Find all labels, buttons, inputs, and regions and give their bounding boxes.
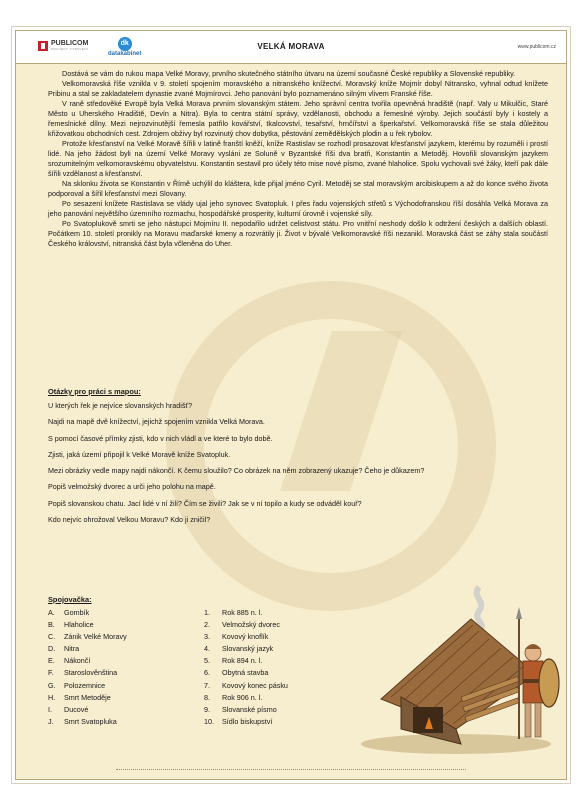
slavic-hut-illustration	[361, 579, 566, 757]
matching-row	[48, 619, 352, 631]
left-term: Zánik Velké Moravy	[64, 632, 127, 642]
question-item: Kdo nejvíc ohrožoval Velkou Moravu? Kdo ji zničil?	[48, 515, 211, 525]
question-item: Popiš slovanskou chatu. Jací lidé v ní žili? Čím se živili? Jak se v ní topilo a kudy se odváděl kouř?	[48, 498, 362, 508]
right-term: Slovanský jazyk	[222, 644, 274, 654]
matching-row	[48, 704, 352, 716]
question-item: Mezi obrázky vedle mapy najdi nákončí. K čemu sloužilo? Co obrázek na něm zobrazený ukazuje? Čeho je důkazem?	[48, 466, 425, 476]
question-item: U kterých řek je nejvíce slovanských hradišť?	[48, 401, 193, 410]
matching-row	[48, 680, 352, 692]
worksheet-page	[15, 30, 567, 780]
right-key: 7.	[204, 680, 210, 690]
left-term: Nitra	[64, 644, 80, 654]
page-title: VELKÁ MORAVA	[257, 42, 325, 51]
left-key: I.	[48, 704, 52, 714]
paragraph: Protože křesťanství na Velké Moravě šířili v latině franští kněží, kníže Rastislav se rozhodl prosazovat křesťanství jazykem, kterému by rozuměli i prostí lidé. Na jeho žádost byli na území Velké Moravy vysláni ze Soluně v Byzantské říši dva bratři, Konstantin a Metoděj. Hovořili slovanským jazykem srozumitelným velkomoravskému obyvatelstvu. Konstantin sestavil pro účely této mise nové písmo, zvané hlaholice. Spolu vychovali své žáky, kteří pak dále šířili vzdělanost a křesťanství.	[48, 139, 548, 178]
paragraph: Na sklonku života se Konstantin v Římě uchýlil do kláštera, kde přijal jméno Cyril. Metoděj se stal moravským arcibiskupem a až do konce svého života podporoval a šířil křesťanství mezi Slovany.	[48, 179, 548, 198]
right-key: 4.	[204, 644, 210, 654]
left-term: Smrt Svatopluka	[64, 716, 117, 726]
question-item: Popiš velmožský dvorec a urči jeho polohu na mapě.	[48, 482, 216, 492]
right-term: Rok 885 n. l.	[222, 608, 263, 617]
left-term: Nákončí	[64, 656, 91, 666]
right-term: Obytná stavba	[222, 668, 269, 678]
right-term: Kovový konec pásku	[222, 680, 288, 690]
paragraph: Dostává se vám do rukou mapa Velké Moravy, prvního skutečného státního útvaru na území současné České republiky a Slovenské republiky.	[62, 69, 516, 78]
left-key: A.	[48, 608, 55, 617]
left-key: D.	[48, 644, 56, 654]
matching-row	[48, 692, 352, 704]
matching-row	[48, 631, 352, 643]
right-term: Velmožský dvorec	[222, 620, 280, 630]
left-key: C.	[48, 632, 56, 642]
right-key: 10.	[204, 716, 214, 726]
intro-text	[48, 69, 548, 249]
left-term: Hlaholice	[64, 620, 94, 630]
question-item: Zjisti, jaká území připojil k Velké Moravě kníže Svatopluk.	[48, 449, 231, 459]
left-key: B.	[48, 620, 55, 630]
left-key: F.	[48, 668, 54, 678]
right-term: Kovový knoflík	[222, 632, 269, 642]
right-key: 9.	[204, 704, 210, 714]
right-term: Rok 894 n. l.	[222, 656, 263, 666]
matching-row	[48, 667, 352, 679]
left-key: E.	[48, 656, 55, 666]
paragraph: Po sesazení knížete Rastislava se vlády ujal jeho synovec Svatopluk. I přes řadu vojenských střetů s Východofranskou říší dosáhla Velká Morava za jeho panování největšího územního rozmachu, hospodářské prosperity, kulturní úrovně i vojenské síly.	[48, 199, 548, 218]
paragraph: V raně středověké Evropě byla Velká Morava prvním slovanským státem. Jeho správní centra tvořila opevněná hradiště (např. Valy u Mikulčic, Staré Město u Uherského Hradiště, Devín a Nitra). Byla to centra státní správy, vzdělanosti, obchodu a řemeslné výroby. Jejich součástí byly i kostely a řemeslnické dílny. Mezi nejrozvinutější řemesla patřilo kovářství, tkalcovství, tesařství, hrnčířství a šperkařství. Velkomoravská říše se stala důležitou křižovatkou obchodních cest. Zdrojem obživy byl rozvinutý chov dobytka, pěstování zemědělských plodin a u řek rybolov.	[48, 99, 548, 138]
right-key: 3.	[204, 632, 210, 642]
matching-row	[48, 716, 352, 728]
matching-title: Spojovačka:	[48, 595, 92, 604]
right-key: 2.	[204, 620, 210, 630]
left-key: G.	[48, 680, 56, 690]
smoke-icon	[477, 587, 482, 629]
left-term: Polozemnice	[64, 680, 106, 690]
right-term: Sídlo biskupství	[222, 716, 273, 726]
questions-title: Otázky pro práci s mapou:	[48, 387, 141, 396]
left-key: H.	[48, 692, 56, 702]
question-item: Najdi na mapě dvě knížectví, jejichž spojením vznikla Velká Morava.	[48, 417, 265, 427]
datakabinet-mark-icon: dk	[118, 37, 132, 51]
matching-exercise	[48, 595, 352, 728]
matching-row	[48, 607, 352, 619]
right-key: 8.	[204, 692, 210, 702]
right-key: 1.	[204, 608, 210, 617]
publicom-tagline: PROJEKT VYBAVENI	[51, 47, 89, 51]
questions-section	[48, 387, 548, 531]
left-term: Smrt Metoděje	[64, 692, 111, 702]
datakabinet-name: datakabinet	[108, 51, 142, 57]
publisher-url[interactable]: www.publicom.cz	[517, 44, 556, 50]
left-key: J.	[48, 716, 54, 726]
matching-row	[48, 643, 352, 655]
right-key: 5.	[204, 656, 210, 666]
shield-icon	[539, 659, 559, 707]
right-key: 6.	[204, 668, 210, 678]
footer-line	[116, 769, 466, 773]
right-term: Slovanské písmo	[222, 704, 277, 714]
page-header	[16, 31, 566, 64]
paragraph: Velkomoravská říše vznikla v 9. století spojením moravského a nitranského knížectví. Moravský kníže Mojmír dobyl Nitransko, vyhnal odtud knížete Pribinu a stal se zakladatelem dynastie zvané Mojmírovci. Jeho panování bylo poznamenáno silným vlivem Franské říše.	[48, 79, 548, 98]
left-term: Gombík	[64, 608, 90, 617]
right-term: Rok 906 n. l.	[222, 692, 263, 702]
publicom-name: PUBLICOM	[51, 40, 89, 47]
matching-row	[48, 655, 352, 667]
left-term: Ducové	[64, 704, 89, 714]
left-term: Staroslověnština	[64, 668, 118, 678]
paragraph: Po Svatoplukově smrti se jeho nástupci Mojmíru II. nepodařilo udržet celistvost státu. Pro vnitřní neshody došlo k odtržení českých a dalších oblastí. Počátkem 10. století pronikly na Moravu maďarské kmeny a rozvrátily ji. Život v bývalé Velkomoravské říši nezanikl. Moravská část se záhy stala součástí Českého království, nitranská část byla včleněna do Uher.	[48, 219, 548, 248]
question-item: S pomocí časové přímky zjisti, kdo v nich vládl a ve které to bylo době.	[48, 433, 273, 443]
